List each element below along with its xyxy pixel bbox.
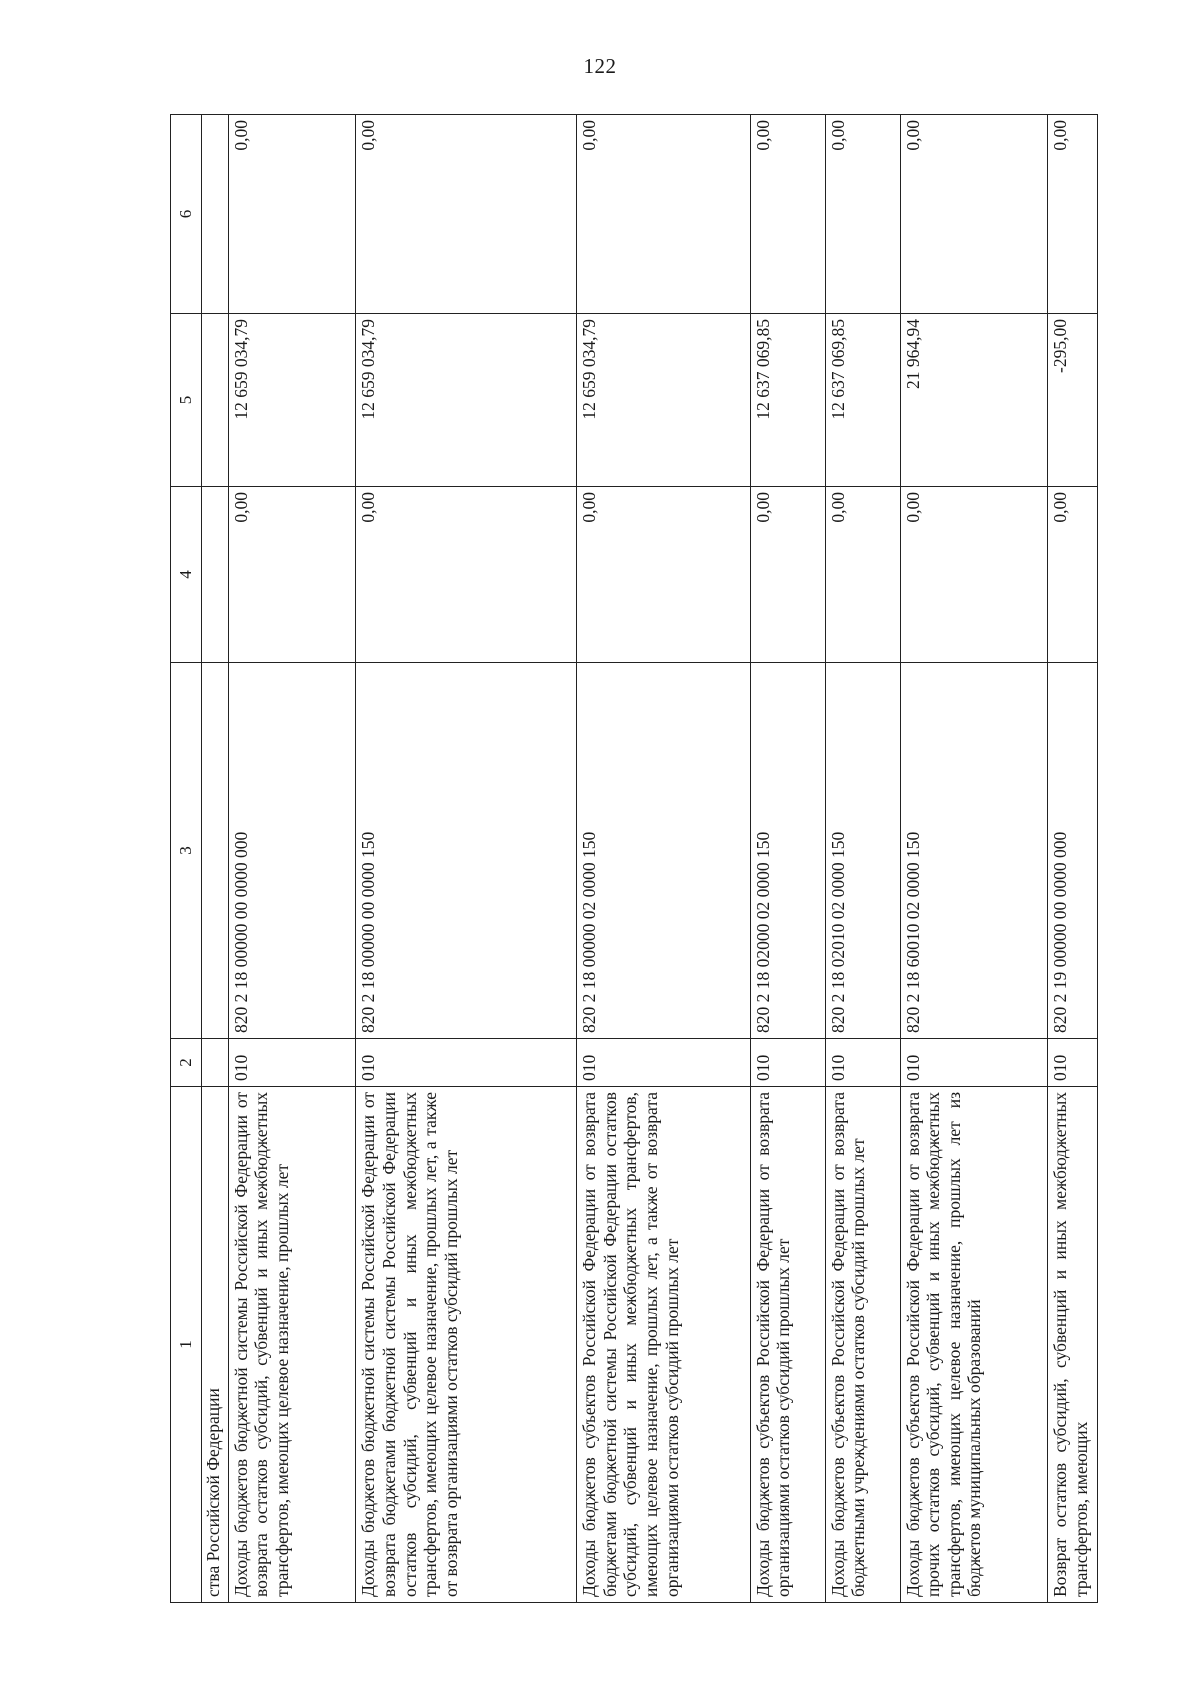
value-col5: 12 659 034,79 [356,314,577,487]
row-name: Доходы бюджетов субъектов Российской Федерации от возврата бюджетными учреждениями остатков субсидий прошлых лет [825,1087,900,1603]
header-row [171,115,202,1603]
empty-cell [202,1039,229,1087]
page-number: 122 [583,54,617,78]
row-name: Доходы бюджетов субъектов Российской Федерации от возврата организациями остатков субсидий прошлых лет [750,1087,825,1603]
budget-code: 820 2 18 00000 00 0000 150 [356,663,577,1039]
table-row [1048,115,1098,1603]
empty-cell [202,487,229,663]
value-col6: 0,00 [900,115,1048,314]
value-col6: 0,00 [228,115,355,314]
table-row [750,115,825,1603]
table-row [825,115,900,1603]
line-code: 010 [228,1039,355,1087]
line-code: 010 [577,1039,751,1087]
table-row [228,115,355,1603]
value-col4: 0,00 [577,487,751,663]
value-col5: 12 637 069,85 [750,314,825,487]
value-col4: 0,00 [228,487,355,663]
line-code: 010 [825,1039,900,1087]
continuation-row [202,115,229,1603]
row-name: Доходы бюджетов бюджетной системы Российской Федерации от возврата бюджетами бюджетной системы Российской Федерации остатков субсидий, субвенций и иных межбюджетных трансфертов, имеющих целевое назначение, прошлых лет, а также от возврата организациями остатков субсидий прошлых лет [356,1087,577,1603]
column-header: 4 [171,487,202,663]
budget-code: 820 2 18 60010 02 0000 150 [900,663,1048,1039]
budget-code: 820 2 19 00000 00 0000 000 [1048,663,1098,1039]
column-header: 5 [171,314,202,487]
column-header: 3 [171,663,202,1039]
value-col4: 0,00 [900,487,1048,663]
value-col6: 0,00 [750,115,825,314]
column-header: 1 [171,1087,202,1603]
row-name: Доходы бюджетов бюджетной системы Российской Федерации от возврата остатков субсидий, субвенций и иных межбюджетных трансфертов, имеющих целевое назначение, прошлых лет [228,1087,355,1603]
rotated-table-frame [170,115,1098,1603]
empty-cell [202,314,229,487]
budget-table [170,114,1098,1603]
column-header: 2 [171,1039,202,1087]
value-col4: 0,00 [825,487,900,663]
row-name: Доходы бюджетов субъектов Российской Федерации от возврата прочих остатков субсидий, субвенций и иных межбюджетных трансфертов, имеющих целевое назначение, прошлых лет из бюджетов муниципальных образований [900,1087,1048,1603]
budget-code: 820 2 18 00000 02 0000 150 [577,663,751,1039]
value-col4: 0,00 [1048,487,1098,663]
value-col4: 0,00 [356,487,577,663]
line-code: 010 [900,1039,1048,1087]
budget-code: 820 2 18 00000 00 0000 000 [228,663,355,1039]
empty-cell [202,115,229,314]
value-col5: 12 637 069,85 [825,314,900,487]
budget-code: 820 2 18 02010 02 0000 150 [825,663,900,1039]
value-col6: 0,00 [356,115,577,314]
line-code: 010 [750,1039,825,1087]
column-header: 6 [171,115,202,314]
table-row [577,115,751,1603]
value-col5: 21 964,94 [900,314,1048,487]
line-code: 010 [356,1039,577,1087]
row-name: Доходы бюджетов субъектов Российской Федерации от возврата бюджетами бюджетной системы Российской Федерации остатков субсидий, субвенций и иных межбюджетных трансфертов, имеющих целевое назначение, прошлых лет, а также от возврата организациями остатков субсидий прошлых лет [577,1087,751,1603]
value-col6: 0,00 [825,115,900,314]
continuation-text: ства Российской Федерации [202,1087,229,1603]
value-col4: 0,00 [750,487,825,663]
row-name: Возврат остатков субсидий, субвенций и иных межбюджетных трансфертов, имеющих [1048,1087,1098,1603]
value-col5: 12 659 034,79 [228,314,355,487]
empty-cell [202,663,229,1039]
table-row [356,115,577,1603]
value-col6: 0,00 [1048,115,1098,314]
line-code: 010 [1048,1039,1098,1087]
value-col5: -295,00 [1048,314,1098,487]
table-row [900,115,1048,1603]
budget-code: 820 2 18 02000 02 0000 150 [750,663,825,1039]
value-col5: 12 659 034,79 [577,314,751,487]
value-col6: 0,00 [577,115,751,314]
